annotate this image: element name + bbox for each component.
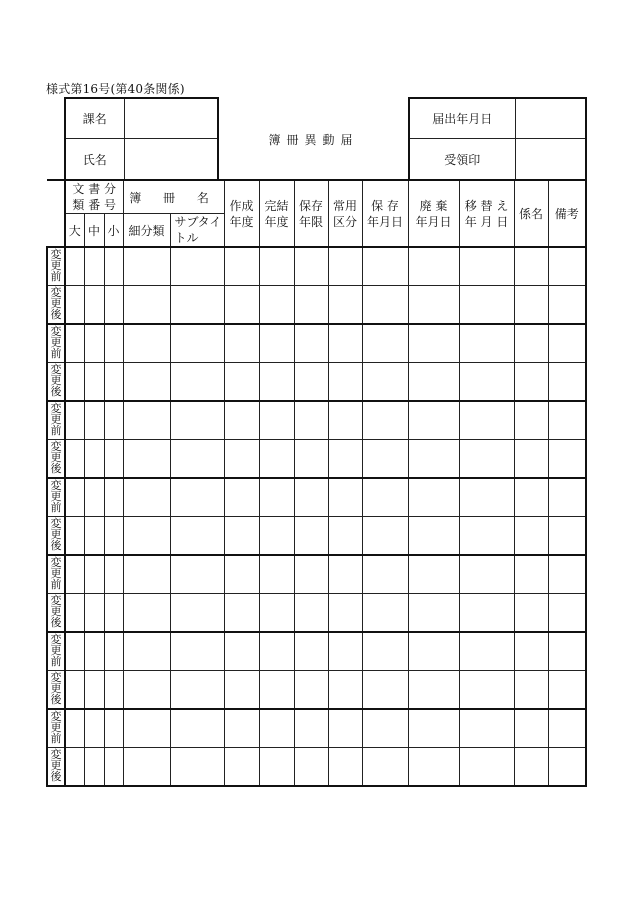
cell[interactable] (259, 362, 294, 401)
cell[interactable] (123, 439, 170, 478)
cell[interactable] (123, 362, 170, 401)
row-label-text: 変更前 (50, 248, 62, 284)
cell[interactable] (170, 555, 224, 593)
cell[interactable] (65, 670, 84, 709)
cell[interactable] (328, 439, 362, 478)
table-row (47, 747, 586, 786)
row-label-before (47, 247, 65, 285)
cell[interactable] (408, 439, 459, 478)
cell[interactable] (548, 632, 586, 670)
cell[interactable] (459, 439, 514, 478)
cell[interactable] (259, 709, 294, 747)
doc-class-number-header: 文 書 分 類 番 号 (65, 180, 123, 214)
row-label-text: 変更前 (50, 402, 62, 438)
cell[interactable] (170, 362, 224, 401)
section-field[interactable] (124, 98, 218, 138)
subtitle-header: サブタイ トル (170, 214, 224, 248)
table-row (47, 285, 586, 324)
cell[interactable] (224, 401, 259, 439)
table-row (47, 247, 586, 285)
cell[interactable] (459, 401, 514, 439)
name-label: 氏名 (65, 138, 124, 180)
cell[interactable] (328, 285, 362, 324)
cell[interactable] (514, 709, 548, 747)
cell[interactable] (84, 593, 104, 632)
cell[interactable] (123, 324, 170, 362)
cell[interactable] (224, 555, 259, 593)
cell[interactable] (104, 593, 123, 632)
cell[interactable] (548, 247, 586, 285)
cell[interactable] (294, 285, 328, 324)
cell[interactable] (170, 401, 224, 439)
cell[interactable] (294, 478, 328, 516)
cell[interactable] (84, 285, 104, 324)
cell[interactable] (362, 670, 408, 709)
cell[interactable] (123, 478, 170, 516)
row-label-after (47, 516, 65, 555)
cell[interactable] (123, 709, 170, 747)
cell[interactable] (548, 709, 586, 747)
table-row (47, 593, 586, 632)
cell[interactable] (514, 362, 548, 401)
row-label-text: 変更後 (50, 440, 62, 476)
row-label-before (47, 401, 65, 439)
cell[interactable] (362, 401, 408, 439)
cell[interactable] (408, 516, 459, 555)
row-label-text: 変更前 (50, 479, 62, 515)
row-label-after (47, 439, 65, 478)
cell[interactable] (65, 324, 84, 362)
cell[interactable] (328, 632, 362, 670)
cell[interactable] (362, 709, 408, 747)
cell[interactable] (123, 401, 170, 439)
cell[interactable] (328, 709, 362, 747)
cell[interactable] (362, 247, 408, 285)
cell[interactable] (294, 362, 328, 401)
cell[interactable] (259, 747, 294, 786)
cell[interactable] (548, 555, 586, 593)
cell[interactable] (65, 401, 84, 439)
table-row (47, 632, 586, 670)
cell[interactable] (294, 401, 328, 439)
cell[interactable] (224, 247, 259, 285)
cell[interactable] (514, 747, 548, 786)
table-row (47, 362, 586, 401)
corner-blank (47, 180, 65, 247)
cell[interactable] (408, 478, 459, 516)
row-label-text: 変更前 (50, 710, 62, 746)
cell[interactable] (548, 478, 586, 516)
cell[interactable] (328, 324, 362, 362)
cell[interactable] (514, 593, 548, 632)
cell[interactable] (65, 247, 84, 285)
created-year-header: 作成 年度 (224, 180, 259, 247)
filing-date-field[interactable] (515, 98, 586, 138)
cell[interactable] (259, 439, 294, 478)
cell[interactable] (123, 247, 170, 285)
cell[interactable] (84, 555, 104, 593)
cell[interactable] (294, 439, 328, 478)
cell[interactable] (548, 516, 586, 555)
cell[interactable] (514, 401, 548, 439)
row-label-after (47, 362, 65, 401)
header-table (64, 97, 587, 180)
section-label: 課名 (65, 98, 124, 138)
retention-period-header: 保存 年限 (294, 180, 328, 247)
cell[interactable] (104, 670, 123, 709)
row-label-text: 変更後 (50, 517, 62, 553)
cell[interactable] (362, 555, 408, 593)
row-label-text: 変更後 (50, 286, 62, 322)
cell[interactable] (328, 747, 362, 786)
cell[interactable] (123, 516, 170, 555)
cell[interactable] (104, 247, 123, 285)
row-label-text: 変更後 (50, 363, 62, 399)
table-row (47, 516, 586, 555)
cell[interactable] (294, 516, 328, 555)
cell[interactable] (408, 632, 459, 670)
cell[interactable] (104, 555, 123, 593)
remarks-header: 備考 (548, 180, 586, 247)
cell[interactable] (514, 285, 548, 324)
cell[interactable] (408, 555, 459, 593)
cell[interactable] (170, 709, 224, 747)
cell[interactable] (294, 324, 328, 362)
cell[interactable] (328, 247, 362, 285)
row-label-after (47, 670, 65, 709)
cell[interactable] (84, 247, 104, 285)
row-label-after (47, 747, 65, 786)
cell[interactable] (104, 478, 123, 516)
cell[interactable] (328, 516, 362, 555)
table-row (47, 555, 586, 593)
name-field[interactable] (124, 138, 218, 180)
cell[interactable] (362, 362, 408, 401)
cell[interactable] (224, 670, 259, 709)
row-label-before (47, 709, 65, 747)
cell[interactable] (514, 516, 548, 555)
cell[interactable] (294, 709, 328, 747)
cell[interactable] (408, 401, 459, 439)
entry-rows (47, 247, 586, 786)
cell[interactable] (459, 632, 514, 670)
cell[interactable] (294, 632, 328, 670)
cell[interactable] (123, 285, 170, 324)
transfer-table (46, 179, 587, 787)
cell[interactable] (514, 247, 548, 285)
cell[interactable] (459, 478, 514, 516)
row-label-text: 変更後 (50, 748, 62, 784)
filing-date-label: 届出年月日 (409, 98, 515, 138)
cell[interactable] (224, 362, 259, 401)
cell[interactable] (459, 285, 514, 324)
table-row (47, 709, 586, 747)
cell[interactable] (224, 478, 259, 516)
form-title: 簿冊異動届 (268, 132, 359, 147)
cell[interactable] (104, 747, 123, 786)
cell[interactable] (408, 247, 459, 285)
cell[interactable] (224, 285, 259, 324)
cell[interactable] (224, 747, 259, 786)
cell[interactable] (123, 670, 170, 709)
cell[interactable] (84, 632, 104, 670)
cell[interactable] (65, 478, 84, 516)
cell[interactable] (123, 632, 170, 670)
row-label-text: 変更前 (50, 325, 62, 361)
book-name-header: 簿 冊 名 (123, 180, 224, 214)
table-row (47, 478, 586, 516)
row-label-text: 変更後 (50, 671, 62, 707)
cell[interactable] (170, 670, 224, 709)
cell[interactable] (408, 747, 459, 786)
cell[interactable] (408, 324, 459, 362)
cell[interactable] (170, 593, 224, 632)
cell[interactable] (408, 285, 459, 324)
cell[interactable] (104, 324, 123, 362)
cell[interactable] (170, 285, 224, 324)
cell[interactable] (104, 709, 123, 747)
cell[interactable] (408, 670, 459, 709)
cell[interactable] (459, 670, 514, 709)
row-label-before (47, 478, 65, 516)
cell[interactable] (548, 401, 586, 439)
transfer-date-header: 移 替 え 年 月 日 (459, 180, 514, 247)
receipt-seal-field[interactable] (515, 138, 586, 180)
cell[interactable] (65, 439, 84, 478)
table-row (47, 439, 586, 478)
cell[interactable] (328, 593, 362, 632)
cell[interactable] (170, 439, 224, 478)
regular-use-header: 常用 区分 (328, 180, 362, 247)
cell[interactable] (259, 670, 294, 709)
cell[interactable] (104, 362, 123, 401)
cell[interactable] (84, 401, 104, 439)
cell[interactable] (459, 555, 514, 593)
cell[interactable] (514, 555, 548, 593)
subclass-header: 細分類 (123, 214, 170, 248)
cell[interactable] (259, 632, 294, 670)
small-header: 小 (104, 214, 123, 248)
cell[interactable] (84, 747, 104, 786)
row-label-text: 変更前 (50, 633, 62, 669)
cell[interactable] (224, 439, 259, 478)
cell[interactable] (408, 709, 459, 747)
row-label-before (47, 555, 65, 593)
cell[interactable] (104, 401, 123, 439)
retention-date-header: 保 存 年月日 (362, 180, 408, 247)
disposal-date-header: 廃 棄 年月日 (408, 180, 459, 247)
cell[interactable] (224, 516, 259, 555)
cell[interactable] (65, 593, 84, 632)
cell[interactable] (514, 478, 548, 516)
cell[interactable] (362, 324, 408, 362)
large-header: 大 (65, 214, 84, 248)
cell[interactable] (259, 247, 294, 285)
cell[interactable] (84, 478, 104, 516)
cell[interactable] (459, 747, 514, 786)
cell[interactable] (408, 362, 459, 401)
row-label-after (47, 285, 65, 324)
row-label-after (47, 593, 65, 632)
cell[interactable] (548, 362, 586, 401)
cell[interactable] (65, 632, 84, 670)
table-row (47, 401, 586, 439)
cell[interactable] (514, 439, 548, 478)
cell[interactable] (123, 555, 170, 593)
cell[interactable] (294, 247, 328, 285)
cell[interactable] (224, 709, 259, 747)
cell[interactable] (514, 324, 548, 362)
cell[interactable] (104, 516, 123, 555)
cell[interactable] (104, 632, 123, 670)
cell[interactable] (548, 324, 586, 362)
cell[interactable] (84, 362, 104, 401)
cell[interactable] (294, 670, 328, 709)
row-label-before (47, 632, 65, 670)
cell[interactable] (459, 709, 514, 747)
cell[interactable] (104, 439, 123, 478)
cell[interactable] (459, 593, 514, 632)
completed-year-header: 完結 年度 (259, 180, 294, 247)
table-row (47, 670, 586, 709)
cell[interactable] (65, 747, 84, 786)
medium-header: 中 (84, 214, 104, 248)
cell[interactable] (548, 439, 586, 478)
cell[interactable] (259, 401, 294, 439)
cell[interactable] (65, 555, 84, 593)
cell[interactable] (362, 516, 408, 555)
cell[interactable] (170, 747, 224, 786)
cell[interactable] (328, 401, 362, 439)
cell[interactable] (224, 593, 259, 632)
cell[interactable] (84, 324, 104, 362)
cell[interactable] (328, 362, 362, 401)
cell[interactable] (548, 593, 586, 632)
row-label-text: 変更前 (50, 556, 62, 592)
cell[interactable] (259, 324, 294, 362)
cell[interactable] (328, 555, 362, 593)
cell[interactable] (224, 324, 259, 362)
cell[interactable] (65, 362, 84, 401)
cell[interactable] (65, 709, 84, 747)
cell[interactable] (123, 593, 170, 632)
cell[interactable] (259, 516, 294, 555)
cell[interactable] (294, 747, 328, 786)
cell[interactable] (123, 747, 170, 786)
cell[interactable] (459, 362, 514, 401)
cell[interactable] (294, 593, 328, 632)
cell[interactable] (362, 632, 408, 670)
cell[interactable] (514, 632, 548, 670)
cell[interactable] (459, 324, 514, 362)
cell[interactable] (65, 285, 84, 324)
cell[interactable] (362, 478, 408, 516)
cell[interactable] (259, 285, 294, 324)
cell[interactable] (328, 670, 362, 709)
cell[interactable] (362, 285, 408, 324)
cell[interactable] (170, 516, 224, 555)
cell[interactable] (259, 555, 294, 593)
cell[interactable] (294, 555, 328, 593)
staff-header: 係名 (514, 180, 548, 247)
cell[interactable] (362, 593, 408, 632)
cell[interactable] (84, 439, 104, 478)
cell[interactable] (84, 516, 104, 555)
cell[interactable] (408, 593, 459, 632)
table-row (47, 324, 586, 362)
cell[interactable] (84, 709, 104, 747)
cell[interactable] (514, 670, 548, 709)
cell[interactable] (328, 478, 362, 516)
cell[interactable] (362, 747, 408, 786)
row-label-before (47, 324, 65, 362)
cell[interactable] (548, 670, 586, 709)
cell[interactable] (65, 516, 84, 555)
cell[interactable] (170, 324, 224, 362)
cell[interactable] (170, 478, 224, 516)
cell[interactable] (548, 747, 586, 786)
cell[interactable] (170, 247, 224, 285)
cell[interactable] (259, 593, 294, 632)
cell[interactable] (459, 516, 514, 555)
cell[interactable] (104, 285, 123, 324)
cell[interactable] (259, 478, 294, 516)
cell[interactable] (224, 632, 259, 670)
cell[interactable] (84, 670, 104, 709)
row-label-text: 変更後 (50, 594, 62, 630)
cell[interactable] (548, 285, 586, 324)
cell[interactable] (362, 439, 408, 478)
cell[interactable] (170, 632, 224, 670)
form-number-label: 様式第16号(第40条関係) (46, 82, 185, 96)
cell[interactable] (459, 247, 514, 285)
receipt-seal-label: 受領印 (409, 138, 515, 180)
